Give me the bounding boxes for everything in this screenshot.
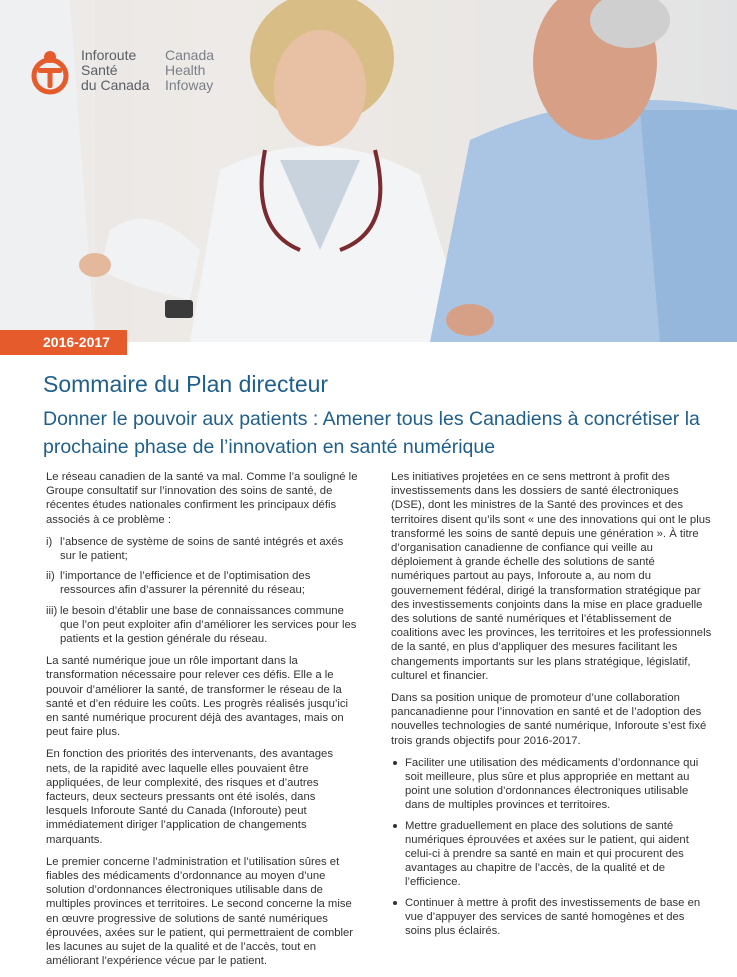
paragraph-first-second: Le premier concerne l’administration et l’utilisation sûres et fiables des médicaments d’ordonnance au moyen d’une solution d’ordonnances électroniques utilisable dans de multiples provinces et territoires. Le second concerne la mise en œuvre progressive de solutions de santé numériques éprouvées, axées sur le patient, qui permettraient de combler les lacunes au sujet de la qualité et de l’accès, tout en améliorant l’expérience vécue par le patient. <box>46 855 354 968</box>
logo-text-fr <box>81 48 150 93</box>
logo-en-line-2: Health <box>165 62 206 78</box>
objectives-list <box>391 756 713 938</box>
list-item: Faciliter une utilisation des médicaments d’ordonnance qui soit meilleure, plus sûre et plus appropriée en mettant au point une solution d’ordonnances électroniques utilisable dans de multiples provinces et territoires. <box>391 756 713 813</box>
hero-photo-region <box>0 0 737 342</box>
logo-en-line-3: Infoway <box>165 77 214 93</box>
list-item-text: l’importance de l’efficience et de l’optimisation des ressources afin d’assurer la pérennité du réseau; <box>60 570 311 597</box>
page-subtitle: Donner le pouvoir aux patients : Amener tous les Canadiens à concrétiser la prochaine phase de l’innovation en santé numérique <box>43 408 700 458</box>
intro-paragraph: Le réseau canadien de la santé va mal. Comme l’a souligné le Groupe consultatif sur l’innovation des soins de santé, de récentes études nationales confirment les principaux défis associés à ce problème : <box>46 471 358 526</box>
list-item <box>46 604 358 647</box>
infoway-logo-mark-icon <box>30 48 74 96</box>
page-title: Sommaire du Plan directeur <box>43 371 329 397</box>
list-item: Mettre graduellement en place des solutions de santé numériques éprouvées et axées sur le patient, qui aident celui-ci à prendre sa santé en main et qui procurent des avantages au chapitre de l’accès, de la qualité et de l’efficience. <box>391 819 713 890</box>
paragraph-initiatives: Les initiatives projetées en ce sens mettront à profit des investissements dans les dossiers de santé électroniques (DSE), dont les ministres de la Santé des provinces et des territoires disent qu’ils sont « une des innovations qui ont le plus transformé les soins de santé depuis une génération ». À titre d’organisation canadienne de confiance qui veille au déploiement à grande échelle des solutions de santé numériques partout au pays, Inforoute a, au nom du gouvernement fédéral, dirigé la transformation stratégique par des investissements conjoints dans la mise en place graduelle des solutions de santé numériques et l’établissement de coalitions avec les provinces, les territoires et les professionnels de la santé, en plus d’appliquer des mesures facilitant les changements importants sur les plans stratégique, législatif, culturel et financier. <box>391 471 712 682</box>
logo-fr-line-3: du Canada <box>81 77 150 93</box>
logo-fr-line-2: Santé <box>81 62 118 78</box>
left-column <box>46 470 358 977</box>
right-column <box>391 470 713 944</box>
paragraph-digital-health: La santé numérique joue un rôle important dans la transformation nécessaire pour relever ces défis. Elle a le pouvoir d’améliorer la santé, de transformer le réseau de la santé et d’en réduire les coûts. Les progrès réalisés jusqu’ici en santé numérique procurent déjà des avantages, mais on peut faire plus. <box>46 655 349 739</box>
infoway-logo <box>30 44 230 100</box>
problems-list <box>46 535 358 646</box>
list-item <box>46 569 358 597</box>
year-band: 2016-2017 <box>0 330 127 355</box>
list-item-text: l’absence de système de soins de santé intégrés et axés sur le patient; <box>60 535 344 563</box>
list-item-number: i) <box>46 535 53 548</box>
logo-en-line-1: Canada <box>165 47 215 63</box>
list-item-number: iii) <box>46 604 58 617</box>
list-item <box>46 535 358 563</box>
paragraph-objectives-intro: Dans sa position unique de promoteur d’une collaboration pancanadienne pour l’innovation en santé et de l’adoption des nouvelles technologies de santé numérique, Inforoute s’est fixé trois grands objectifs pour 2016-2017. <box>391 692 707 747</box>
list-item-text: le besoin d’établir une base de connaissances commune que l’on peut exploiter afin d’améliorer les services pour les patients et la gestion générale du réseau. <box>60 604 357 646</box>
logo-fr-line-1: Inforoute <box>81 47 137 63</box>
logo-text-en <box>165 48 214 93</box>
paragraph-priorities: En fonction des priorités des intervenants, des avantages nets, de la rapidité avec laquelle elles pouvaient être appliquées, de leur complexité, des risques et d’autres facteurs, deux secteurs pressants ont été isolés, dans lesquels Inforoute Santé du Canada (Inforoute) peut immédiatement diriger l’application de changements marquants. <box>46 748 333 846</box>
list-item-number: ii) <box>46 570 55 583</box>
list-item: Continuer à mettre à profit des investissements de base en vue d’appuyer des services de santé homogènes et des soins plus éclairés. <box>391 896 713 939</box>
